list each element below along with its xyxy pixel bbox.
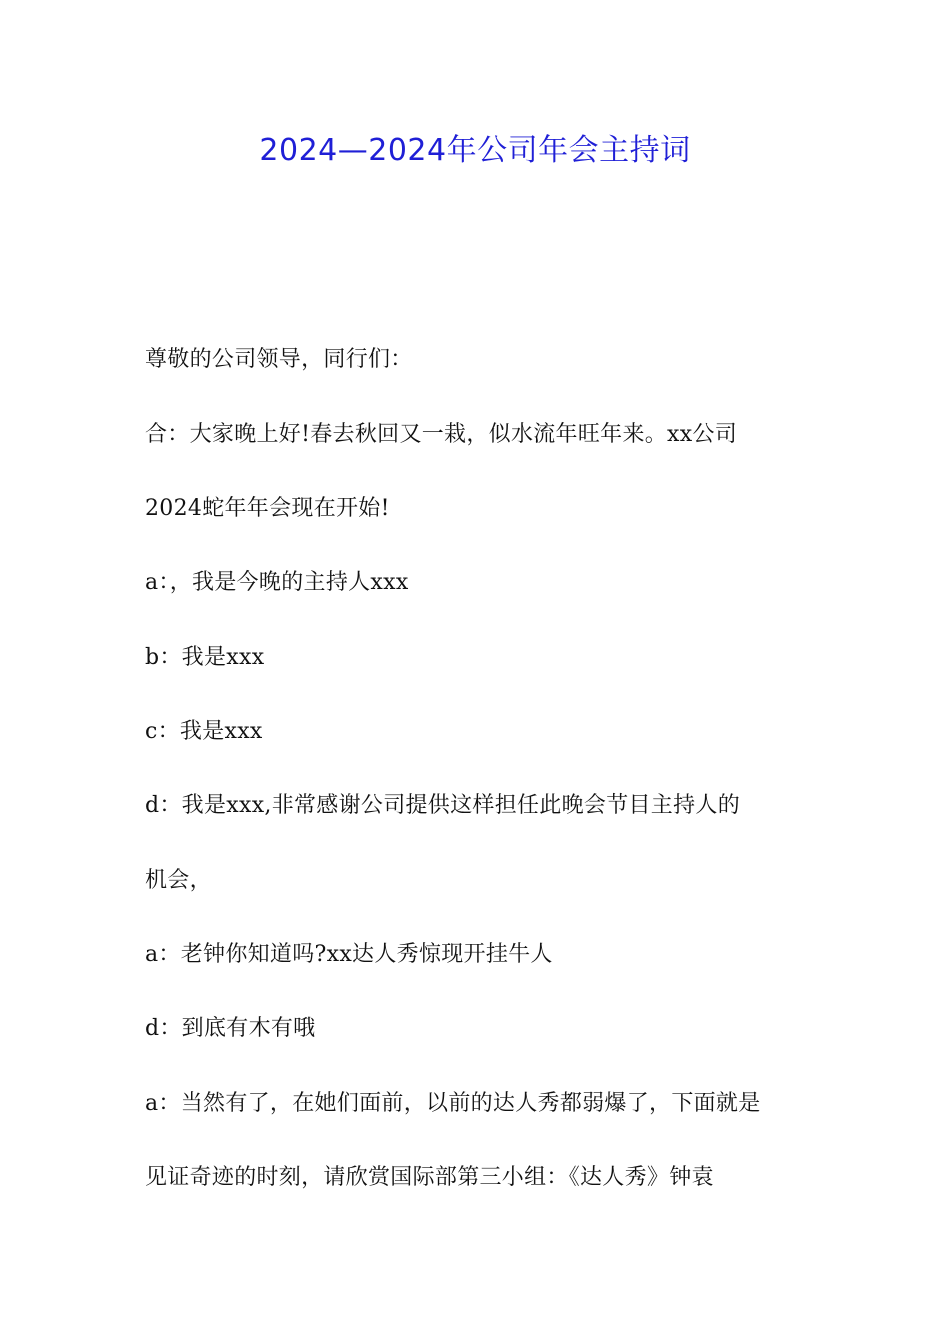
host-d-intro-cont: 机会， (145, 868, 212, 893)
opening-line-cont: 2024蛇年年会现在开始! (145, 496, 390, 521)
host-d-intro: d：我是xxx,非常感谢公司提供这样担任此晚会节目主持人的 (145, 793, 740, 818)
opening-line: 合：大家晚上好!春去秋回又一栽，似水流年旺年来。xx公司 (145, 422, 738, 447)
host-c-intro: c：我是xxx (145, 719, 263, 744)
host-a-announce: a：当然有了，在她们面前，以前的达人秀都弱爆了，下面就是 (145, 1091, 761, 1116)
host-a-intro: a：，我是今晚的主持人xxx (145, 570, 409, 595)
host-d-line: d：到底有木有哦 (145, 1016, 316, 1041)
host-b-intro: b：我是xxx (145, 645, 265, 670)
host-a-line: a：老钟你知道吗?xx达人秀惊现开挂牛人 (145, 942, 553, 967)
document-title: 2024—2024年公司年会主持词 (259, 133, 691, 168)
greeting-line: 尊敬的公司领导，同行们： (145, 347, 413, 372)
host-a-announce-cont: 见证奇迹的时刻，请欣赏国际部第三小组：《达人秀》钟袁 (145, 1165, 714, 1190)
